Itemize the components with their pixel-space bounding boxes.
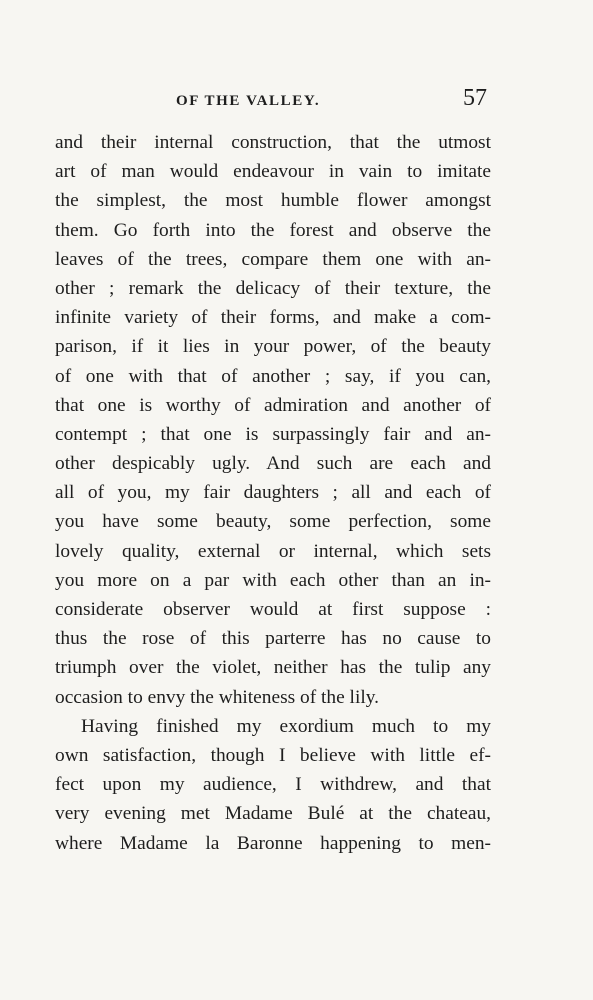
- text-line: that one is worthy of admiration and another of: [55, 394, 491, 416]
- text-line: leaves of the trees, compare them one with an-: [55, 248, 491, 270]
- text-line: you more on a par with each other than an in-: [55, 569, 491, 591]
- text-line: where Madame la Baronne happening to men-: [55, 832, 491, 854]
- text-line: lovely quality, external or internal, which sets: [55, 540, 491, 562]
- text-line: other despicably ugly. And such are each and: [55, 453, 491, 475]
- text-line: parison, if it lies in your power, of the beauty: [55, 336, 491, 358]
- paragraph-last-line: occasion to envy the whiteness of the lily.: [55, 686, 379, 708]
- text-line: considerate observer would at first suppose :: [55, 599, 491, 620]
- text-line: of one with that of another ; say, if you can,: [55, 365, 491, 387]
- running-head: OF THE VALLEY.: [176, 93, 321, 109]
- text-line: them. Go forth into the forest and observe the: [55, 219, 491, 241]
- page-number: 57: [463, 85, 487, 111]
- body-text: [55, 128, 491, 858]
- text-line: and their internal construction, that the utmost: [55, 132, 491, 153]
- text-line: thus the rose of this parterre has no cause to: [55, 628, 491, 650]
- text-line: very evening met Madame Bulé at the chateau,: [55, 803, 491, 825]
- paragraph-first-line: Having finished my exordium much to my: [81, 715, 491, 737]
- text-line: contempt ; that one is surpassingly fair and an-: [55, 423, 491, 445]
- text-line: fect upon my audience, I withdrew, and that: [55, 774, 491, 796]
- text-line: all of you, my fair daughters ; all and each of: [55, 482, 491, 504]
- text-line: own satisfaction, though I believe with little ef-: [55, 744, 491, 766]
- text-line: art of man would endeavour in vain to imitate: [55, 161, 491, 183]
- text-line: other ; remark the delicacy of their texture, the: [55, 277, 491, 299]
- text-line: the simplest, the most humble flower amongst: [55, 190, 491, 212]
- text-line: infinite variety of their forms, and make a com-: [55, 307, 491, 329]
- text-line: triumph over the violet, neither has the tulip any: [55, 657, 491, 679]
- text-line: you have some beauty, some perfection, some: [55, 511, 491, 533]
